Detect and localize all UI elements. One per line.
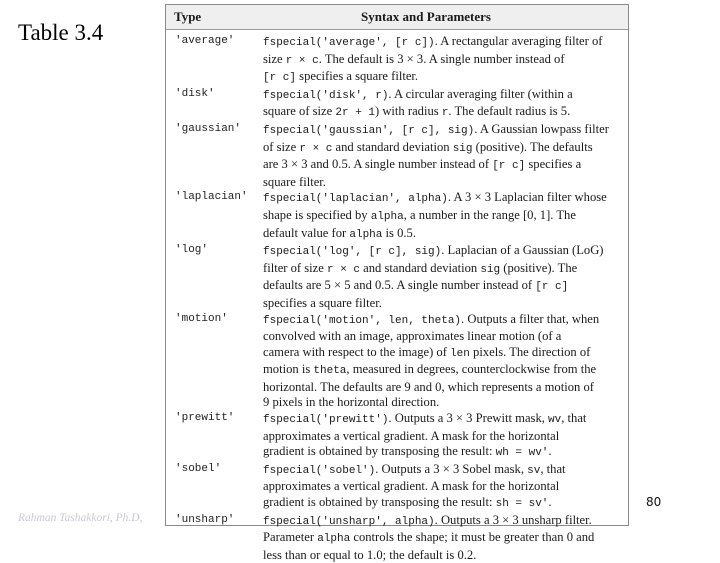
description-line	[263, 104, 622, 122]
text-segment: specifies a square filter.	[296, 69, 419, 84]
description-line	[263, 52, 622, 70]
text-segment: . Laplacian of a Gaussian (LoG)	[441, 243, 604, 258]
text-segment: .	[548, 444, 552, 459]
code-snippet: sig	[480, 263, 501, 276]
filter-description	[263, 122, 628, 190]
code-snippet: fspecial('disk', r)	[263, 89, 389, 102]
table-row	[166, 34, 628, 87]
text-segment: is 0.5.	[382, 225, 416, 240]
text-segment: specifies a	[525, 157, 582, 172]
description-line	[263, 513, 622, 531]
code-snippet: fspecial('gaussian', [r c], sig)	[263, 124, 475, 137]
code-snippet: fspecial('motion', len, theta)	[263, 314, 462, 327]
text-segment: (positive). The	[500, 260, 578, 275]
code-snippet: fspecial('log', [r c], sig)	[263, 246, 442, 259]
code-snippet: fspecial('average', [r c])	[263, 37, 435, 49]
code-snippet: alpha	[370, 210, 404, 223]
description-line	[263, 395, 622, 411]
description-line	[263, 140, 622, 158]
code-snippet: r × c	[327, 263, 361, 276]
code-snippet: wh = wv'	[495, 447, 549, 460]
description-line	[263, 261, 622, 279]
code-snippet: fspecial('laplacian', alpha)	[263, 193, 448, 206]
description-line	[263, 530, 622, 548]
text-segment: defaults are 5 × 5 and 0.5. A single number instead of	[263, 278, 536, 293]
page-number: 80	[646, 495, 662, 509]
description-line	[263, 157, 622, 175]
code-snippet: r × c	[299, 142, 333, 155]
text-segment: . Outputs a 3 × 3 Sobel mask,	[375, 461, 528, 476]
description-line	[263, 190, 622, 208]
code-snippet: sig	[452, 142, 473, 155]
filter-type: 'average'	[175, 35, 235, 47]
description-line	[263, 87, 622, 105]
code-snippet: alpha	[349, 228, 383, 241]
text-segment: and standard deviation	[332, 139, 453, 154]
text-segment: . A 3 × 3 Laplacian filter whose	[447, 190, 607, 205]
text-segment: convolved with an image, approximates linear motion (of a	[263, 329, 562, 344]
description-line	[263, 362, 622, 380]
text-segment: . A Gaussian lowpass filter	[474, 121, 609, 136]
text-segment: . The default radius is 5.	[448, 104, 571, 119]
description-line	[263, 462, 622, 480]
code-snippet: theta	[313, 365, 347, 378]
filter-description	[263, 34, 628, 87]
text-segment: square of size	[263, 104, 336, 119]
code-snippet: sh = sv'	[495, 498, 549, 511]
text-segment: filter of size	[263, 260, 327, 275]
description-line	[263, 175, 622, 191]
table-row	[166, 122, 628, 190]
text-segment: square filter.	[263, 174, 326, 189]
code-snippet: r	[441, 107, 449, 120]
code-snippet: 2r + 1	[335, 107, 375, 120]
text-segment: specifies a square filter.	[263, 295, 382, 310]
text-segment: Parameter	[263, 530, 318, 545]
filter-description	[263, 243, 628, 311]
text-segment: , that	[561, 411, 587, 426]
table-row	[166, 411, 628, 462]
footer-author: Rahman Tashakkori, Ph.D,	[18, 512, 143, 524]
filter-type: 'unsharp'	[175, 513, 235, 526]
text-segment: 9 pixels in the horizontal direction.	[263, 395, 440, 410]
text-segment: and standard deviation	[360, 260, 481, 275]
text-segment: size	[263, 51, 286, 66]
fspecial-filter-table	[165, 4, 629, 562]
code-snippet: wv	[548, 414, 562, 427]
table-header	[166, 5, 628, 30]
text-segment: camera with respect to the image) of	[263, 344, 451, 359]
filter-type: 'sobel'	[175, 462, 222, 475]
code-snippet: sv	[527, 464, 541, 477]
filter-type: 'laplacian'	[175, 191, 248, 204]
text-segment: motion is	[263, 362, 314, 377]
text-segment: controls the shape; it must be greater than 0 and	[350, 530, 595, 545]
filter-type: 'motion'	[175, 312, 228, 325]
filter-type: 'prewitt'	[175, 412, 235, 425]
filter-type: 'disk'	[175, 87, 215, 100]
text-segment: pixels. The direction of	[469, 344, 591, 359]
description-line	[263, 69, 622, 87]
description-line	[263, 411, 622, 429]
description-line	[263, 243, 622, 261]
table-row	[166, 87, 628, 122]
description-line	[263, 296, 622, 312]
code-snippet: fspecial('sobel')	[263, 464, 376, 477]
table-row	[166, 243, 628, 311]
text-segment: , measured in degrees, counterclockwise from the	[346, 362, 597, 377]
description-line	[263, 495, 622, 513]
description-line	[263, 345, 622, 363]
description-line	[263, 122, 622, 140]
description-line	[263, 226, 622, 244]
code-snippet: r × c	[285, 54, 319, 67]
table-body	[166, 30, 628, 563]
code-snippet: fspecial('unsharp', alpha)	[263, 515, 435, 528]
code-snippet: [r c]	[535, 281, 569, 294]
description-line	[263, 548, 622, 563]
text-segment: gradient is obtained by transposing the result:	[263, 444, 496, 459]
text-segment: approximates a vertical gradient. A mask for the horizontal	[263, 479, 560, 494]
text-segment: (positive). The defaults	[472, 139, 593, 154]
header-type: Type	[174, 9, 202, 24]
filter-type: 'log'	[175, 244, 209, 257]
text-segment: , a number in the range [0, 1]. The	[403, 207, 576, 222]
filter-description	[263, 87, 628, 122]
slide-title: Table 3.4	[18, 20, 104, 45]
table-row	[166, 190, 628, 243]
table-row	[166, 312, 628, 412]
header-syntax: Syntax and Parameters	[361, 9, 491, 24]
text-segment: approximates a vertical gradient. A mask for the horizontal	[263, 428, 560, 443]
text-segment: shape is specified by	[263, 207, 371, 222]
filter-description	[263, 312, 628, 412]
code-snippet: fspecial('prewitt')	[263, 414, 389, 427]
text-segment: less than or equal to 1.0; the default is 0.2.	[263, 547, 477, 562]
text-segment: . Outputs a filter that, when	[461, 311, 600, 326]
text-segment: . The default is 3 × 3. A single number instead of	[318, 51, 565, 66]
description-line	[263, 208, 622, 226]
text-segment: .	[548, 495, 552, 510]
text-segment: . A circular averaging filter (within a	[388, 86, 573, 101]
description-line	[263, 444, 622, 462]
text-segment: default value for	[263, 225, 350, 240]
table-row	[166, 513, 628, 563]
description-line	[263, 34, 622, 52]
code-snippet: len	[450, 347, 470, 360]
description-line	[263, 429, 622, 445]
filter-description	[263, 462, 628, 513]
description-line	[263, 278, 622, 296]
description-line	[263, 329, 622, 345]
filter-type: 'gaussian'	[175, 122, 242, 135]
text-segment: . Outputs a 3 × 3 unsharp filter.	[434, 512, 592, 527]
filter-description	[263, 190, 628, 243]
filter-description	[263, 411, 628, 462]
code-snippet: [r c]	[492, 160, 526, 173]
code-snippet: [r c]	[263, 72, 297, 85]
code-snippet: alpha	[317, 533, 351, 546]
text-segment: . A rectangular averaging filter of	[434, 34, 603, 48]
text-segment: gradient is obtained by transposing the result:	[263, 495, 496, 510]
text-segment: of size	[263, 139, 300, 154]
text-segment: ) with radius	[375, 104, 442, 119]
description-line	[263, 380, 622, 396]
text-segment: . Outputs a 3 × 3 Prewitt mask,	[388, 411, 549, 426]
description-line	[263, 312, 622, 330]
text-segment: horizontal. The defaults are 9 and 0, which represents a motion of	[263, 379, 594, 394]
table-row	[166, 462, 628, 513]
text-segment: are 3 × 3 and 0.5. A single number instead of	[263, 157, 493, 172]
text-segment: , that	[540, 461, 566, 476]
description-line	[263, 479, 622, 495]
filter-description	[263, 513, 628, 563]
